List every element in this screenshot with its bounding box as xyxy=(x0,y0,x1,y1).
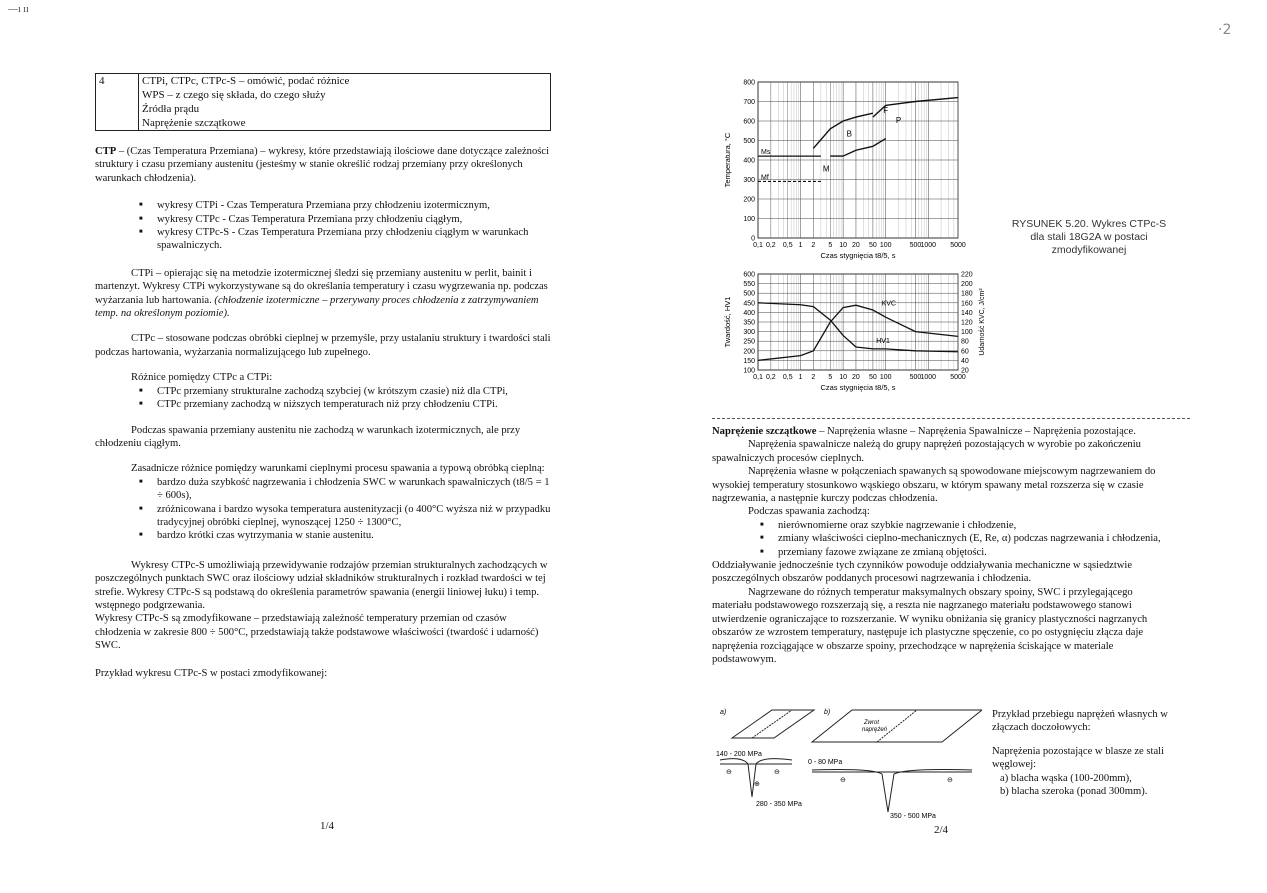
direction-label: Zwrot xyxy=(864,720,879,726)
causes-title: Podczas spawania zachodzą: xyxy=(748,506,870,518)
list-item: ■ zmiany właściwości cieplno-mechanicznych (E, Re, α) podczas nagrzewania i chłodzenia, xyxy=(756,532,1174,545)
residual-stress-title: Naprężenie szczątkowe – Naprężenia własne – Naprężenia Spawalnicze – Naprężenia pozostające. xyxy=(712,426,1136,437)
differences-title: Różnice pomiędzy CTPc a CTPi: xyxy=(131,372,273,384)
x-tick-label: 20 xyxy=(852,374,860,381)
y2-tick-label: 140 xyxy=(961,309,973,317)
stress-value: 280 - 350 MPa xyxy=(756,801,802,808)
x-tick-label: 100 xyxy=(879,374,892,381)
question-line: CTPi, CTPc, CTPc-S – omówić, podać różnice xyxy=(142,75,350,87)
weld-line xyxy=(752,710,792,738)
transformation-curve xyxy=(830,139,885,157)
x-tick-label: 2 xyxy=(811,242,816,249)
y2-tick-label: 120 xyxy=(961,319,973,327)
y-tick-label: 450 xyxy=(743,300,755,308)
y-tick-label: 700 xyxy=(743,99,755,106)
x-tick-label: 500 xyxy=(909,374,922,381)
ctpcs-paragraph-2: Wykresy CTPc-S są zmodyfikowane – przedstawiają zależność temperatury przemian od czasów chłodzenia w zakresie 800 ÷ 500°C, przedstawiają także podstawowe właściwości (twardość i udarność) SWC. xyxy=(95,613,539,652)
y-tick-label: 300 xyxy=(743,329,755,337)
line-label: Mf xyxy=(761,174,769,182)
x-tick-label: 1 xyxy=(798,242,803,249)
ctp-chart-hardness xyxy=(700,266,1000,398)
question-number: 4 xyxy=(96,74,139,131)
y2-axis-label: Udarność KVC, J/cm² xyxy=(979,288,986,356)
direction-label: naprężeń xyxy=(862,727,888,733)
x-tick-label: 1000 xyxy=(920,242,937,249)
y-tick-label: 500 xyxy=(743,138,755,145)
y-tick-label: 200 xyxy=(743,348,755,356)
corner-mark: —ı ıı xyxy=(8,4,29,15)
example-title: Przykład przebiegu naprężeń własnych w złączach doczołowych: xyxy=(992,709,1168,734)
example-line: Przykład wykresu CTPc-S w postaci zmodyfikowanej: xyxy=(95,667,328,679)
compression-mark: ⊖ xyxy=(840,777,846,784)
x-tick-label: 0,5 xyxy=(782,242,793,249)
list-item: ■ wykresy CTPc - Czas Temperatura Przemiana przy chłodzeniu ciągłym, xyxy=(135,213,555,226)
page-number-2: 2/4 xyxy=(934,824,949,836)
y2-tick-label: 100 xyxy=(961,329,973,337)
y2-tick-label: 200 xyxy=(961,281,973,289)
caption-text: Wykres CTPc-S dla stali 18G2A w postaci zmodyfikowanej xyxy=(1030,218,1167,256)
ctp-chart-temperature xyxy=(700,74,1000,264)
weld-line xyxy=(877,710,917,742)
question-line: WPS – z czego się składa, do czego służy xyxy=(142,89,326,101)
stress-figure xyxy=(712,702,982,822)
x-tick-label: 0,2 xyxy=(765,242,776,249)
y2-tick-label: 40 xyxy=(961,357,969,365)
list-item: ■ bardzo duża szybkość nagrzewania i chłodzenia SWC w warunkach spawalniczych (t8/5 = 1 ÷ 600s), xyxy=(135,476,555,503)
ctpcs-paragraph-1: Wykresy CTPc-S umożliwiają przewidywanie rodzajów przemian strukturalnych zachodzących w poszczególnych punktach SWC oraz ilościowy udział składników strukturalnych i rozkład twardości w tej strefie. Wykresy CTPc-S są podstawą do określenia parametrów spawania (energii liniowej łuku) i temp. wstępnego podgrzewania. xyxy=(95,559,548,611)
tension-mark: ⊕ xyxy=(754,781,760,788)
list-item: ■ wykresy CTPc-S - Czas Temperatura Przemiana przy chłodzeniu ciągłym w warunkach spawalniczych. xyxy=(135,226,555,253)
ctpc-paragraph: CTPc – stosowane podczas obróbki cieplnej w przemyśle, przy ustalaniu struktury i twardości stali podczas hartowania, wyżarzania normalizującego lub zupełnego. xyxy=(95,333,551,358)
stress-value: 0 - 80 MPa xyxy=(808,759,843,766)
y-tick-label: 300 xyxy=(743,177,755,184)
x-tick-label: 500 xyxy=(909,242,922,249)
y-tick-label: 600 xyxy=(743,118,755,126)
compression-mark: ⊖ xyxy=(947,777,953,784)
page-mark: ·2 xyxy=(1218,22,1232,38)
stress-value: 140 - 200 MPa xyxy=(716,751,762,758)
fig-a-label: a) xyxy=(720,709,727,716)
y-tick-label: 150 xyxy=(743,357,755,365)
x-tick-label: 100 xyxy=(879,242,892,249)
x-axis-label: Czas stygnięcia t8/5, s xyxy=(820,251,896,260)
stress-curve xyxy=(812,770,972,813)
hardness-curve xyxy=(758,300,958,352)
compression-mark: ⊖ xyxy=(726,769,732,776)
y-axis-label: Twardość, HV1 xyxy=(723,296,732,348)
x-tick-label: 1 xyxy=(798,374,803,381)
x-tick-label: 0,2 xyxy=(765,374,776,381)
welding-paragraph: Podczas spawania przemiany austenitu nie zachodzą w warunkach izotermicznych, ale przy chłodzeniu ciągłym. xyxy=(95,424,521,449)
differences-list xyxy=(135,385,555,412)
x-tick-label: 5000 xyxy=(950,242,966,249)
basic-differences-list xyxy=(135,476,555,543)
ctp-definition: CTP – (Czas Temperatura Przemiana) – wykresy, które przedstawiają ilościowe dane dotyczące zależności struktury i czasu przemiany austenitu (jesteśmy w stanie określić rodzaj przemiany przy określonych warunkach chłodzenia). xyxy=(95,146,550,184)
y-tick-label: 350 xyxy=(743,319,755,327)
series-label: KVC xyxy=(881,300,896,308)
y-tick-label: 400 xyxy=(743,309,755,317)
divider xyxy=(712,418,1190,419)
region-label: B xyxy=(846,129,853,139)
page-number-1: 1/4 xyxy=(320,820,335,832)
y-tick-label: 500 xyxy=(743,290,755,298)
x-tick-label: 10 xyxy=(839,242,848,249)
causes-list xyxy=(756,519,1174,559)
y2-tick-label: 180 xyxy=(961,290,973,298)
ctpi-paragraph: CTPi – opierając się na metodzie izotermicznej śledzi się przemiany austenitu w perlit, bainit i martenzyt. Wykresy CTPi wykorzystywane są do określania temperatury i czasu wygrzewania np. podczas wyżarzania lub hartowania. (chłodzenie izotermiczne – przerywany proces chłodzenia z zatrzymywaniem temp. na określonym poziomie). xyxy=(95,267,548,320)
x-tick-label: 5 xyxy=(828,242,833,249)
y2-tick-label: 160 xyxy=(961,300,973,308)
list-item: ■ nierównomierne oraz szybkie nagrzewanie i chłodzenie, xyxy=(756,519,1174,532)
series-label: HV1 xyxy=(876,338,890,346)
sheet-item: b) blacha szeroka (ponad 300mm). xyxy=(1000,786,1148,798)
para-2: Naprężenia własne w połączeniach spawanych są spowodowane miejscowym nagrzewaniem do wysokiej temperatury stosunkowo wąskiego obszaru, w którym spawany metal rozszerza się w czasie nagrzewania, a następnie kurczy podczas chłodzenia. xyxy=(712,466,1156,505)
y-tick-label: 100 xyxy=(743,367,755,375)
list-item: ■ CTPc przemiany strukturalne zachodzą szybciej (w krótszym czasie) niż dla CTPi, xyxy=(135,385,555,398)
question-table xyxy=(95,73,551,131)
x-tick-label: 0,1 xyxy=(753,242,763,249)
x-tick-label: 20 xyxy=(852,242,860,249)
para-3: Oddziaływanie jednocześnie tych czynników powoduje oddziaływania mechaniczne w sąsiedztwie poszczególnych obszarów poddanych procesowi nagrzewania i chłodzenia. xyxy=(712,560,1133,585)
line-label: Ms xyxy=(761,149,771,157)
y-tick-label: 400 xyxy=(743,157,755,165)
y2-tick-label: 220 xyxy=(961,271,973,279)
page-2 xyxy=(712,418,1174,666)
list-item: ■ wykresy CTPi - Czas Temperatura Przemiana przy chłodzeniu izotermicznym, xyxy=(135,199,555,212)
remaining-title: Naprężenia pozostające w blasze ze stali węglowej: xyxy=(992,745,1165,771)
x-tick-label: 5 xyxy=(828,374,833,381)
compression-mark: ⊖ xyxy=(774,769,780,776)
question-line: Naprężenie szczątkowe xyxy=(142,117,246,129)
ctp-types-list xyxy=(135,199,555,253)
y-tick-label: 550 xyxy=(743,281,755,289)
y-tick-label: 200 xyxy=(743,196,755,204)
stress-value: 350 - 500 MPa xyxy=(890,813,936,820)
fig-b-label: b) xyxy=(824,709,831,716)
list-item: ■ bardzo krótki czas wytrzymania w stanie austenitu. xyxy=(135,529,555,542)
y-tick-label: 0 xyxy=(751,235,755,243)
basic-differences-title: Zasadnicze różnice pomiędzy warunkami cieplnymi procesu spawania a typową obróbką cieplną: xyxy=(131,463,545,475)
y-tick-label: 800 xyxy=(743,79,755,87)
list-item: ■ zróżnicowana i bardzo wysoka temperatura austenityzacji (o 400°C wyższa niż w przypadku tradycyjnej obróbki cieplnej, wynoszącej 1250 ÷ 1300°C, xyxy=(135,503,555,530)
x-tick-label: 0,5 xyxy=(782,374,793,381)
x-tick-label: 50 xyxy=(868,242,877,249)
y2-tick-label: 20 xyxy=(961,367,969,375)
para-4: Nagrzewane do różnych temperatur maksymalnych obszary spoiny, SWC i przylegającego materiału podstawowego rozszerzają się, a reszta nie nagrzanego materiału podstawowego stanowi utwierdzenie ograniczające to rozszerzanie. W wyniku obniżania się granicy plastyczności nagrzanych obszarów ze wzrostem temperatury, następuje ich plastyczne spęczenie, co po ostygnięciu złącza daje naprężenia rozciągające w obszarze spoiny, przechodzące w naprężenia ściskające w materiale podstawowym. xyxy=(712,586,1148,665)
x-tick-label: 1000 xyxy=(920,374,937,381)
x-tick-label: 10 xyxy=(839,374,848,381)
figure-caption xyxy=(1004,218,1174,257)
x-tick-label: 0,1 xyxy=(753,374,763,381)
para-1: Naprężenia spawalnicze należą do grupy naprężeń pozostających w wyrobie po zakończeniu spawalniczych procesów cieplnych. xyxy=(712,439,1141,464)
x-tick-label: 2 xyxy=(811,374,816,381)
list-item: ■ przemiany fazowe związane ze zmianą objętości. xyxy=(756,546,1174,559)
region-label: M xyxy=(822,164,830,174)
caption-label: RYSUNEK 5.20. xyxy=(1011,218,1089,230)
stress-example-text xyxy=(992,708,1182,798)
impact-curve xyxy=(758,305,958,360)
page-1 xyxy=(95,73,555,680)
y2-tick-label: 80 xyxy=(961,338,969,346)
x-tick-label: 5000 xyxy=(950,374,966,381)
region-label: F xyxy=(883,106,889,116)
sheet-item: a) blacha wąska (100-200mm), xyxy=(1000,772,1132,784)
y-tick-label: 600 xyxy=(743,271,755,279)
question-line: Źródła prądu xyxy=(142,103,200,115)
region-label: P xyxy=(895,115,902,125)
y-tick-label: 250 xyxy=(743,338,755,346)
x-axis-label: Czas stygnięcia t8/5, s xyxy=(820,383,896,392)
y2-tick-label: 60 xyxy=(961,348,969,356)
question-list xyxy=(139,74,551,131)
list-item: ■ CTPc przemiany zachodzą w niższych temperaturach niż przy chłodzeniu CTPi. xyxy=(135,398,555,411)
x-tick-label: 50 xyxy=(868,374,877,381)
plate-narrow xyxy=(732,710,814,738)
y-tick-label: 100 xyxy=(743,216,755,223)
y-axis-label: Temperatura, °C xyxy=(723,132,732,188)
